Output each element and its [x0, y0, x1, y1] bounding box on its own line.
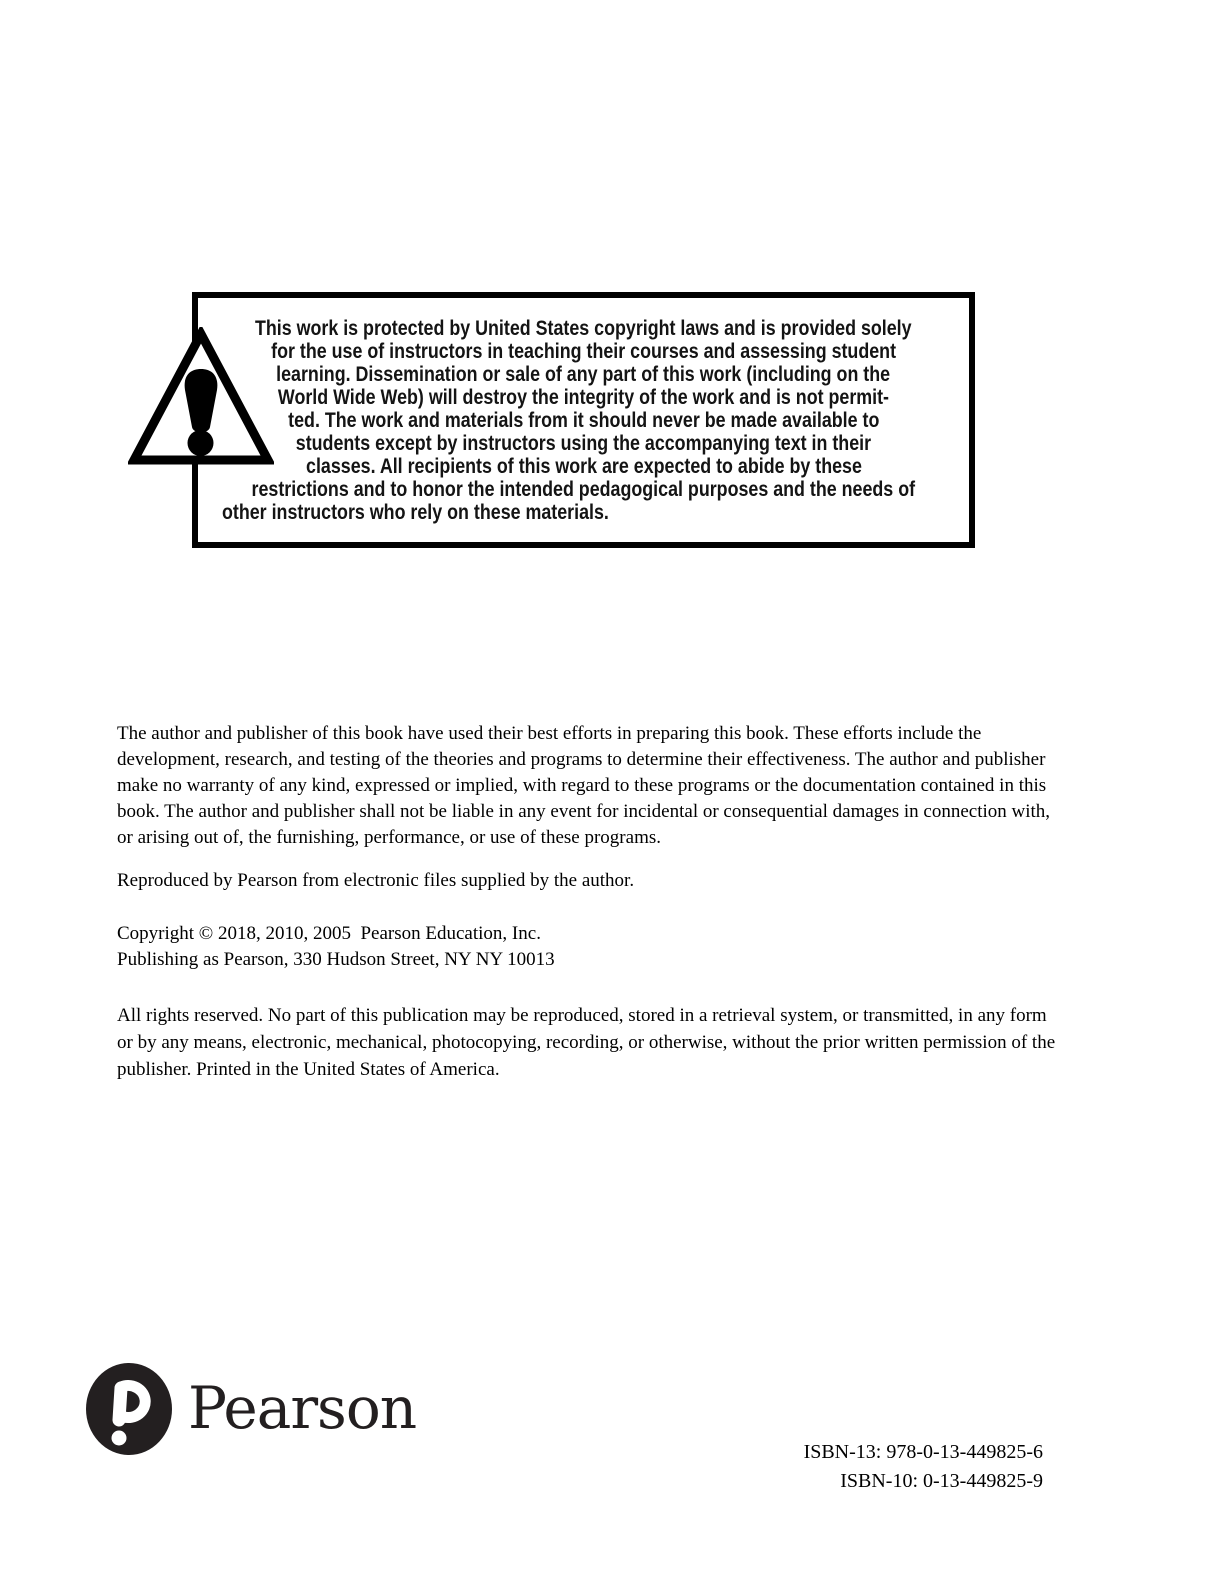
isbn-block — [804, 1438, 1043, 1496]
warning-line — [198, 432, 969, 455]
reproduced-line: Reproduced by Pearson from electronic files supplied by the author. — [117, 870, 635, 891]
rights-line: All rights reserved. No part of this publication may be reproduced, stored in a retrieval system, or transmitted, in any form — [117, 1005, 1047, 1026]
warning-line-text: learning. Dissemination or sale of any part of this work (including on the — [276, 363, 891, 386]
warning-line — [198, 478, 969, 501]
warning-line — [198, 386, 969, 409]
rights-line: publisher. Printed in the United States of America. — [117, 1059, 500, 1080]
disclaimer-line: development, research, and testing of the theories and programs to determine their effectiveness. The author and publisher — [117, 749, 1046, 770]
rights-paragraph — [117, 1002, 1055, 1083]
isbn-10: ISBN-10: 0-13-449825-9 — [840, 1470, 1043, 1492]
warning-line — [198, 409, 969, 432]
warning-line — [198, 363, 969, 386]
isbn-13: ISBN-13: 978-0-13-449825-6 — [803, 1441, 1043, 1463]
warning-line-text: other instructors who rely on these materials. — [222, 501, 609, 524]
warning-line — [198, 317, 969, 340]
warning-line-text: ted. The work and materials from it should never be made available to — [287, 409, 880, 432]
disclaimer-line: or arising out of, the furnishing, performance, or use of these programs. — [117, 827, 661, 848]
warning-line-text: This work is protected by United States copyright laws and is provided solely — [255, 317, 912, 340]
reproduced-paragraph — [117, 868, 634, 894]
warning-line-text: World Wide Web) will destroy the integrity of the work and is not permit- — [277, 386, 890, 409]
disclaimer-paragraph — [117, 721, 1050, 851]
publishing-line: Publishing as Pearson, 330 Hudson Street, NY NY 10013 — [117, 949, 555, 970]
copyright-warning-box — [192, 292, 975, 548]
pearson-logo — [85, 1362, 416, 1456]
pearson-logo-mark-icon — [85, 1362, 173, 1456]
exclamation-dot — [188, 430, 214, 456]
warning-triangle-icon — [128, 327, 274, 467]
disclaimer-line: make no warranty of any kind, expressed or implied, with regard to these programs or the documentation contained in this — [117, 775, 1047, 796]
warning-line — [198, 340, 969, 363]
warning-line — [198, 455, 969, 478]
pearson-wordmark: Pearson — [188, 1374, 417, 1442]
rights-line: or by any means, electronic, mechanical, photocopying, recording, or otherwise, without the prior written permission of the — [117, 1032, 1056, 1053]
warning-line-text: students except by instructors using the accompanying text in their — [295, 432, 872, 455]
warning-line-text: classes. All recipients of this work are expected to abide by these — [305, 455, 862, 478]
copyright-warning-text — [198, 298, 969, 542]
copyright-line: Copyright © 2018, 2010, 2005 Pearson Education, Inc. — [117, 923, 541, 944]
warning-line-text: for the use of instructors in teaching their courses and assessing student — [271, 340, 896, 363]
warning-line-text: restrictions and to honor the intended pedagogical purposes and the needs of — [251, 478, 916, 501]
warning-line — [198, 501, 969, 524]
copyright-paragraph — [117, 921, 555, 973]
disclaimer-line: The author and publisher of this book have used their best efforts in preparing this book. These efforts include the — [117, 723, 982, 744]
disclaimer-line: book. The author and publisher shall not be liable in any event for incidental or consequential damages in connection with, — [117, 801, 1051, 822]
